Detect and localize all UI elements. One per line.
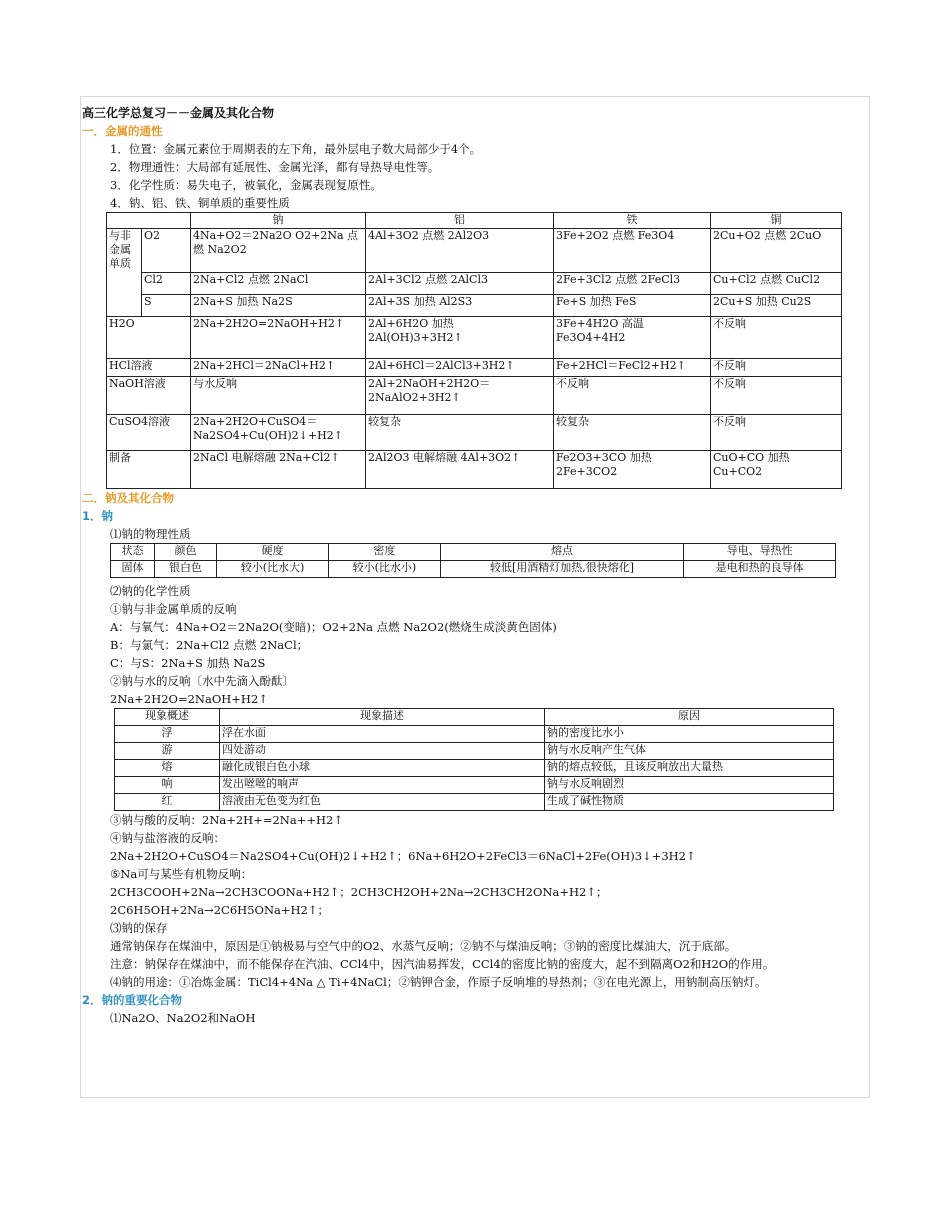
compounds-heading: ⑴Na2O、Na2O2和NaOH bbox=[110, 1011, 256, 1025]
reaction-sulfur: C：与S：2Na+S 加热 Na2S bbox=[110, 656, 266, 670]
physical-properties-table bbox=[110, 543, 836, 578]
reaction-oxygen: A：与氧气：4Na+O2＝2Na2O(变暗)；O2+2Na 点燃 Na2O2(燃烧生成淡黄色固体) bbox=[110, 620, 557, 634]
table-cell: 较低[用酒精灯加热,很快熔化] bbox=[440, 561, 683, 578]
table-cell: 较复杂 bbox=[554, 415, 711, 451]
table-row bbox=[115, 760, 834, 777]
table-header: 硬度 bbox=[217, 544, 329, 561]
table-header: 现象概述 bbox=[115, 709, 220, 726]
table-cell: 不反响 bbox=[711, 359, 842, 377]
table-cell: 2Al+3S 加热 Al2S3 bbox=[366, 295, 554, 317]
chemical-heading: ⑵钠的化学性质 bbox=[110, 584, 191, 598]
phenomena-table bbox=[114, 708, 834, 811]
page-title: 高三化学总复习－－金属及其化合物 bbox=[82, 106, 275, 120]
table-cell: Fe+S 加热 FeS bbox=[554, 295, 711, 317]
table-cell: 2Al+2NaOH+2H2O＝2NaAlO2+3H2↑ bbox=[366, 377, 554, 415]
table-header: 熔点 bbox=[440, 544, 683, 561]
table-cell: 2Al+3Cl2 点燃 2AlCl3 bbox=[366, 273, 554, 295]
table-cell: 2Na+2H2O+CuSO4＝Na2SO4+Cu(OH)2↓+H2↑ bbox=[191, 415, 366, 451]
table-cell: 不反响 bbox=[711, 377, 842, 415]
table-cell: 不反响 bbox=[711, 317, 842, 359]
table-cell: 2Na+Cl2 点燃 2NaCl bbox=[191, 273, 366, 295]
table-cell: 较小(比水大) bbox=[217, 561, 329, 578]
table-cell: 银白色 bbox=[155, 561, 217, 578]
table-cell: 融化成银白色小球 bbox=[220, 760, 545, 777]
table-row bbox=[107, 229, 842, 273]
table-cell: 钠的密度比水小 bbox=[545, 726, 834, 743]
table-cell: 固体 bbox=[111, 561, 155, 578]
table-header: 状态 bbox=[111, 544, 155, 561]
table-row bbox=[107, 377, 842, 415]
row-label: H2O bbox=[107, 317, 191, 359]
table-cell: 钠与水反响产生气体 bbox=[545, 743, 834, 760]
table-cell: 四处游动 bbox=[220, 743, 545, 760]
subsection-compounds: 2．钠的重要化合物 bbox=[82, 993, 183, 1007]
table-row bbox=[111, 561, 836, 578]
storage-heading: ⑶钠的保存 bbox=[110, 921, 168, 935]
section-heading-2: 二．钠及其化合物 bbox=[82, 491, 174, 505]
uses-text: ⑷钠的用途：①冶炼金属：TiCl4+4Na △ Ti+4NaCl；②钠钾合金，作原子反响堆的导热剂；③在电光源上，用钠制高压钠灯。 bbox=[110, 975, 767, 989]
table-header: 颜色 bbox=[155, 544, 217, 561]
metal-properties-table bbox=[106, 212, 842, 489]
table-cell: Cu+Cl2 点燃 CuCl2 bbox=[711, 273, 842, 295]
row-label: 制备 bbox=[107, 451, 191, 489]
table-cell: 溶液由无色变为红色 bbox=[220, 794, 545, 811]
table-row bbox=[115, 743, 834, 760]
table-header: 原因 bbox=[545, 709, 834, 726]
reaction-water-eq: 2Na+2H2O=2NaOH+H2↑ bbox=[110, 692, 268, 706]
col-al: 铝 bbox=[366, 213, 554, 229]
table-cell: 2Cu+O2 点燃 2CuO bbox=[711, 229, 842, 273]
section-heading-1: 一．金属的通性 bbox=[82, 124, 163, 138]
point-2: 2．物理通性：大局部有延展性、金属光泽，都有导热导电性等。 bbox=[110, 160, 440, 174]
table-cell: 是电和热的良导体 bbox=[684, 561, 836, 578]
table-cell: 游 bbox=[115, 743, 220, 760]
table-cell: 较小(比水小) bbox=[328, 561, 440, 578]
table-header: 导电、导热性 bbox=[684, 544, 836, 561]
table-header: 现象描述 bbox=[220, 709, 545, 726]
table-cell: 4Al+3O2 点燃 2Al2O3 bbox=[366, 229, 554, 273]
point-3: 3．化学性质：易失电子，被氧化，金属表现复原性。 bbox=[110, 178, 382, 192]
table-cell: Fe+2HCl＝FeCl2+H2↑ bbox=[554, 359, 711, 377]
table-cell: 钠的熔点较低，且该反响放出大量热 bbox=[545, 760, 834, 777]
table-row bbox=[115, 794, 834, 811]
table-row bbox=[115, 777, 834, 794]
table-cell: 2Al+6H2O 加热 2Al(OH)3+3H2↑ bbox=[366, 317, 554, 359]
row-label: S bbox=[142, 295, 191, 317]
table-cell: 生成了碱性物质 bbox=[545, 794, 834, 811]
col-cu: 铜 bbox=[711, 213, 842, 229]
table-row bbox=[107, 317, 842, 359]
storage-text-1: 通常钠保存在煤油中，原因是①钠极易与空气中的O2、水蒸气反响；②钠不与煤油反响；③钠的密度比煤油大，沉于底部。 bbox=[110, 939, 737, 953]
point-1: 1．位置：金属元素位于周期表的左下角，最外层电子数大局部少于4个。 bbox=[110, 142, 482, 156]
table-row bbox=[107, 451, 842, 489]
table-cell: 浮在水面 bbox=[220, 726, 545, 743]
table-cell: 2Al+6HCl＝2AlCl3+3H2↑ bbox=[366, 359, 554, 377]
reaction-nonmetal: ①钠与非金属单质的反响 bbox=[110, 602, 237, 616]
table-header-row bbox=[115, 709, 834, 726]
point-4: 4．钠、铝、铁、铜单质的重要性质 bbox=[110, 196, 290, 210]
table-row bbox=[107, 273, 842, 295]
reaction-salt: ④钠与盐溶液的反响： bbox=[110, 831, 225, 845]
table-cell: 响 bbox=[115, 777, 220, 794]
table-cell: 不反响 bbox=[554, 377, 711, 415]
table-cell: 2NaCl 电解熔融 2Na+Cl2↑ bbox=[191, 451, 366, 489]
table-cell: CuO+CO 加热 Cu+CO2 bbox=[711, 451, 842, 489]
table-cell: 3Fe+4H2O 高温 Fe3O4+4H2 bbox=[554, 317, 711, 359]
reaction-organic-eq2: 2C6H5OH+2Na→2C6H5ONa+H2↑； bbox=[110, 903, 329, 917]
reaction-chlorine: B：与氯气：2Na+Cl2 点燃 2NaCl； bbox=[110, 638, 309, 652]
table-cell: 2Na+2HCl＝2NaCl+H2↑ bbox=[191, 359, 366, 377]
col-fe: 铁 bbox=[554, 213, 711, 229]
row-label: O2 bbox=[142, 229, 191, 273]
table-header-row bbox=[107, 213, 842, 229]
table-cell: Fe2O3+3CO 加热 2Fe+3CO2 bbox=[554, 451, 711, 489]
reaction-water: ②钠与水的反响〔水中先滴入酚酞〕 bbox=[110, 674, 294, 688]
table-header-row bbox=[111, 544, 836, 561]
reaction-organic: ⑤Na可与某些有机物反响： bbox=[110, 867, 253, 881]
reaction-salt-eq: 2Na+2H2O+CuSO4＝Na2SO4+Cu(OH)2↓+H2↑；6Na+6H2O+2FeCl3＝6NaCl+2Fe(OH)3↓+3H2↑ bbox=[110, 849, 696, 863]
table-cell: 与水反响 bbox=[191, 377, 366, 415]
table-cell: 熔 bbox=[115, 760, 220, 777]
table-row bbox=[107, 295, 842, 317]
physical-heading: ⑴钠的物理性质 bbox=[110, 527, 191, 541]
reaction-organic-eq1: 2CH3COOH+2Na→2CH3COONa+H2↑；2CH3CH2OH+2Na→2CH3CH2ONa+H2↑； bbox=[110, 885, 608, 899]
table-cell: 2Cu+S 加热 Cu2S bbox=[711, 295, 842, 317]
row-label: Cl2 bbox=[142, 273, 191, 295]
table-cell: 红 bbox=[115, 794, 220, 811]
storage-text-2: 注意：钠保存在煤油中，而不能保存在汽油、CCl4中，因汽油易挥发，CCl4的密度比钠的密度大，起不到隔离O2和H2O的作用。 bbox=[110, 957, 775, 971]
table-cell: 钠与水反响剧烈 bbox=[545, 777, 834, 794]
table-header: 密度 bbox=[328, 544, 440, 561]
table-cell: 2Fe+3Cl2 点燃 2FeCl3 bbox=[554, 273, 711, 295]
table-cell: 2Na+S 加热 Na2S bbox=[191, 295, 366, 317]
document-content bbox=[82, 104, 868, 1027]
col-na: 钠 bbox=[191, 213, 366, 229]
row-label: CuSO4溶液 bbox=[107, 415, 191, 451]
table-cell: 2Al2O3 电解熔融 4Al+3O2↑ bbox=[366, 451, 554, 489]
table-row bbox=[107, 359, 842, 377]
table-cell: 2Na+2H2O=2NaOH+H2↑ bbox=[191, 317, 366, 359]
table-cell: 浮 bbox=[115, 726, 220, 743]
reaction-acid: ③钠与酸的反响：2Na+2H+=2Na++H2↑ bbox=[110, 813, 343, 827]
row-label: NaOH溶液 bbox=[107, 377, 191, 415]
row-label: HCl溶液 bbox=[107, 359, 191, 377]
table-cell: 不反响 bbox=[711, 415, 842, 451]
table-row bbox=[107, 415, 842, 451]
table-cell: 较复杂 bbox=[366, 415, 554, 451]
row-group-label: 与非金属单质 bbox=[107, 229, 142, 317]
table-cell: 3Fe+2O2 点燃 Fe3O4 bbox=[554, 229, 711, 273]
subsection-sodium: 1．钠 bbox=[82, 509, 114, 523]
table-row bbox=[115, 726, 834, 743]
table-cell: 发出咝咝的响声 bbox=[220, 777, 545, 794]
table-cell: 4Na+O2＝2Na2O O2+2Na 点燃 Na2O2 bbox=[191, 229, 366, 273]
